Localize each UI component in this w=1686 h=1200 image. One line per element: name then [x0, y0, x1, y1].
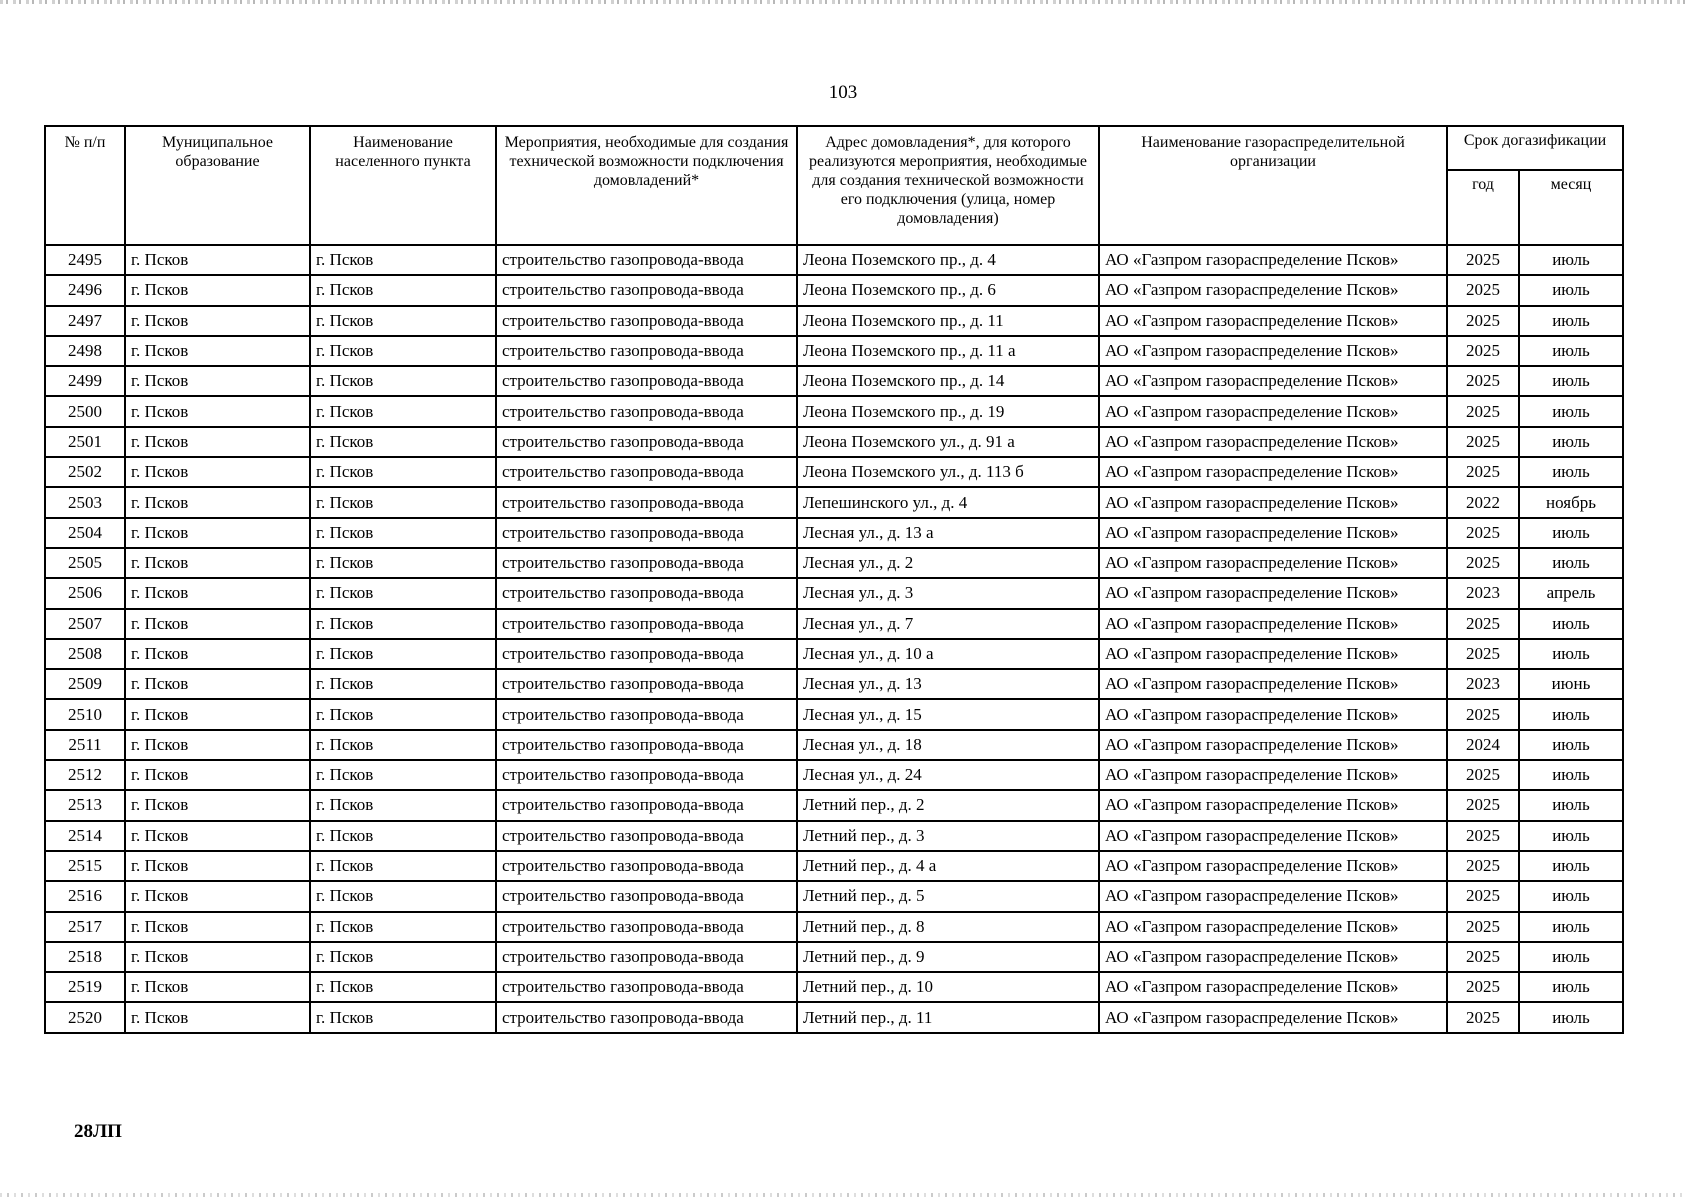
cell-address: Летний пер., д. 3 [797, 821, 1099, 851]
cell-measure: строительство газопровода-ввода [496, 396, 797, 426]
cell-municipality: г. Псков [125, 245, 310, 275]
cell-num: 2513 [45, 790, 125, 820]
cell-municipality: г. Псков [125, 730, 310, 760]
cell-year: 2025 [1447, 1002, 1519, 1032]
cell-month: июль [1519, 881, 1623, 911]
cell-measure: строительство газопровода-ввода [496, 730, 797, 760]
cell-year: 2025 [1447, 760, 1519, 790]
cell-municipality: г. Псков [125, 821, 310, 851]
cell-year: 2025 [1447, 245, 1519, 275]
cell-measure: строительство газопровода-ввода [496, 518, 797, 548]
table-row [45, 730, 1623, 760]
cell-num: 2505 [45, 548, 125, 578]
cell-address: Лесная ул., д. 2 [797, 548, 1099, 578]
cell-gas-org: АО «Газпром газораспределение Псков» [1099, 366, 1447, 396]
cell-address: Летний пер., д. 10 [797, 972, 1099, 1002]
cell-gas-org: АО «Газпром газораспределение Псков» [1099, 851, 1447, 881]
table-row [45, 912, 1623, 942]
cell-municipality: г. Псков [125, 1002, 310, 1032]
cell-municipality: г. Псков [125, 578, 310, 608]
cell-measure: строительство газопровода-ввода [496, 366, 797, 396]
cell-address: Лепешинского ул., д. 4 [797, 487, 1099, 517]
cell-settlement: г. Псков [310, 578, 496, 608]
cell-num: 2508 [45, 639, 125, 669]
cell-year: 2025 [1447, 912, 1519, 942]
table-row [45, 306, 1623, 336]
cell-address: Летний пер., д. 2 [797, 790, 1099, 820]
cell-municipality: г. Псков [125, 306, 310, 336]
cell-month: июль [1519, 245, 1623, 275]
cell-gas-org: АО «Газпром газораспределение Псков» [1099, 760, 1447, 790]
cell-address: Лесная ул., д. 18 [797, 730, 1099, 760]
cell-municipality: г. Псков [125, 548, 310, 578]
cell-gas-org: АО «Газпром газораспределение Псков» [1099, 821, 1447, 851]
cell-num: 2518 [45, 942, 125, 972]
cell-year: 2025 [1447, 699, 1519, 729]
table-row [45, 699, 1623, 729]
cell-settlement: г. Псков [310, 487, 496, 517]
table-row [45, 457, 1623, 487]
cell-address: Летний пер., д. 5 [797, 881, 1099, 911]
cell-settlement: г. Псков [310, 396, 496, 426]
cell-address: Леона Поземского ул., д. 113 б [797, 457, 1099, 487]
table-row [45, 639, 1623, 669]
cell-address: Летний пер., д. 11 [797, 1002, 1099, 1032]
cell-settlement: г. Псков [310, 972, 496, 1002]
cell-gas-org: АО «Газпром газораспределение Псков» [1099, 427, 1447, 457]
cell-gas-org: АО «Газпром газораспределение Псков» [1099, 912, 1447, 942]
cell-gas-org: АО «Газпром газораспределение Псков» [1099, 881, 1447, 911]
cell-month: июль [1519, 457, 1623, 487]
cell-municipality: г. Псков [125, 518, 310, 548]
table-row [45, 518, 1623, 548]
footer-code: 28ЛП [74, 1121, 122, 1142]
cell-measure: строительство газопровода-ввода [496, 1002, 797, 1032]
cell-municipality: г. Псков [125, 699, 310, 729]
cell-settlement: г. Псков [310, 851, 496, 881]
cell-settlement: г. Псков [310, 881, 496, 911]
cell-year: 2025 [1447, 396, 1519, 426]
cell-gas-org: АО «Газпром газораспределение Псков» [1099, 578, 1447, 608]
cell-settlement: г. Псков [310, 245, 496, 275]
cell-gas-org: АО «Газпром газораспределение Псков» [1099, 609, 1447, 639]
cell-measure: строительство газопровода-ввода [496, 457, 797, 487]
cell-month: апрель [1519, 578, 1623, 608]
cell-settlement: г. Псков [310, 306, 496, 336]
cell-settlement: г. Псков [310, 760, 496, 790]
cell-year: 2025 [1447, 609, 1519, 639]
cell-address: Леона Поземского пр., д. 4 [797, 245, 1099, 275]
cell-municipality: г. Псков [125, 427, 310, 457]
cell-num: 2510 [45, 699, 125, 729]
cell-year: 2025 [1447, 457, 1519, 487]
cell-municipality: г. Псков [125, 760, 310, 790]
cell-municipality: г. Псков [125, 639, 310, 669]
header-num: № п/п [45, 126, 125, 245]
cell-address: Лесная ул., д. 24 [797, 760, 1099, 790]
cell-gas-org: АО «Газпром газораспределение Псков» [1099, 730, 1447, 760]
cell-settlement: г. Псков [310, 942, 496, 972]
cell-month: июль [1519, 821, 1623, 851]
header-address: Адрес домовладения*, для которого реализуются мероприятия, необходимые для создания технической возможности его подключения (улица, номер домовладения) [797, 126, 1099, 245]
cell-settlement: г. Псков [310, 790, 496, 820]
cell-gas-org: АО «Газпром газораспределение Псков» [1099, 942, 1447, 972]
cell-address: Лесная ул., д. 10 а [797, 639, 1099, 669]
cell-gas-org: АО «Газпром газораспределение Псков» [1099, 245, 1447, 275]
cell-year: 2025 [1447, 851, 1519, 881]
cell-num: 2497 [45, 306, 125, 336]
cell-municipality: г. Псков [125, 336, 310, 366]
cell-measure: строительство газопровода-ввода [496, 942, 797, 972]
cell-year: 2025 [1447, 548, 1519, 578]
cell-settlement: г. Псков [310, 366, 496, 396]
cell-gas-org: АО «Газпром газораспределение Псков» [1099, 306, 1447, 336]
cell-settlement: г. Псков [310, 1002, 496, 1032]
cell-num: 2512 [45, 760, 125, 790]
cell-num: 2511 [45, 730, 125, 760]
cell-month: июль [1519, 730, 1623, 760]
cell-settlement: г. Псков [310, 336, 496, 366]
cell-num: 2515 [45, 851, 125, 881]
cell-measure: строительство газопровода-ввода [496, 881, 797, 911]
cell-year: 2023 [1447, 578, 1519, 608]
table-row [45, 760, 1623, 790]
table-row [45, 669, 1623, 699]
cell-month: июль [1519, 790, 1623, 820]
cell-year: 2025 [1447, 881, 1519, 911]
cell-settlement: г. Псков [310, 427, 496, 457]
cell-month: июль [1519, 336, 1623, 366]
cell-year: 2025 [1447, 942, 1519, 972]
cell-measure: строительство газопровода-ввода [496, 578, 797, 608]
cell-address: Леона Поземского пр., д. 11 а [797, 336, 1099, 366]
cell-address: Леона Поземского пр., д. 19 [797, 396, 1099, 426]
cell-month: июль [1519, 699, 1623, 729]
header-month: месяц [1519, 170, 1623, 245]
cell-measure: строительство газопровода-ввода [496, 760, 797, 790]
cell-municipality: г. Псков [125, 366, 310, 396]
cell-month: июнь [1519, 669, 1623, 699]
header-settlement: Наименование населенного пункта [310, 126, 496, 245]
cell-municipality: г. Псков [125, 457, 310, 487]
table-row [45, 609, 1623, 639]
table-row [45, 548, 1623, 578]
cell-measure: строительство газопровода-ввода [496, 851, 797, 881]
cell-municipality: г. Псков [125, 881, 310, 911]
table-row [45, 487, 1623, 517]
cell-num: 2498 [45, 336, 125, 366]
cell-measure: строительство газопровода-ввода [496, 275, 797, 305]
cell-num: 2520 [45, 1002, 125, 1032]
cell-municipality: г. Псков [125, 275, 310, 305]
cell-gas-org: АО «Газпром газораспределение Псков» [1099, 1002, 1447, 1032]
cell-municipality: г. Псков [125, 487, 310, 517]
cell-settlement: г. Псков [310, 912, 496, 942]
cell-settlement: г. Псков [310, 548, 496, 578]
cell-measure: строительство газопровода-ввода [496, 487, 797, 517]
cell-settlement: г. Псков [310, 609, 496, 639]
cell-num: 2506 [45, 578, 125, 608]
cell-address: Лесная ул., д. 13 а [797, 518, 1099, 548]
cell-month: июль [1519, 518, 1623, 548]
scan-edge-bottom [0, 1193, 1686, 1197]
cell-settlement: г. Псков [310, 699, 496, 729]
cell-municipality: г. Псков [125, 912, 310, 942]
cell-year: 2024 [1447, 730, 1519, 760]
cell-gas-org: АО «Газпром газораспределение Псков» [1099, 487, 1447, 517]
cell-num: 2503 [45, 487, 125, 517]
cell-year: 2025 [1447, 790, 1519, 820]
cell-num: 2509 [45, 669, 125, 699]
cell-address: Леона Поземского пр., д. 11 [797, 306, 1099, 336]
cell-municipality: г. Псков [125, 851, 310, 881]
cell-year: 2025 [1447, 306, 1519, 336]
cell-measure: строительство газопровода-ввода [496, 427, 797, 457]
cell-address: Леона Поземского ул., д. 91 а [797, 427, 1099, 457]
cell-measure: строительство газопровода-ввода [496, 306, 797, 336]
table-row [45, 245, 1623, 275]
cell-address: Лесная ул., д. 3 [797, 578, 1099, 608]
header-year: год [1447, 170, 1519, 245]
cell-measure: строительство газопровода-ввода [496, 639, 797, 669]
cell-address: Леона Поземского пр., д. 14 [797, 366, 1099, 396]
cell-measure: строительство газопровода-ввода [496, 821, 797, 851]
cell-month: ноябрь [1519, 487, 1623, 517]
cell-address: Летний пер., д. 9 [797, 942, 1099, 972]
cell-year: 2025 [1447, 639, 1519, 669]
cell-num: 2514 [45, 821, 125, 851]
cell-address: Летний пер., д. 8 [797, 912, 1099, 942]
cell-year: 2025 [1447, 518, 1519, 548]
cell-settlement: г. Псков [310, 457, 496, 487]
cell-month: июль [1519, 1002, 1623, 1032]
cell-gas-org: АО «Газпром газораспределение Псков» [1099, 790, 1447, 820]
cell-num: 2519 [45, 972, 125, 1002]
cell-num: 2495 [45, 245, 125, 275]
cell-municipality: г. Псков [125, 790, 310, 820]
cell-measure: строительство газопровода-ввода [496, 912, 797, 942]
cell-year: 2025 [1447, 972, 1519, 1002]
table-row [45, 396, 1623, 426]
cell-year: 2025 [1447, 366, 1519, 396]
header-municipality: Муниципальное образование [125, 126, 310, 245]
cell-settlement: г. Псков [310, 669, 496, 699]
cell-measure: строительство газопровода-ввода [496, 548, 797, 578]
cell-settlement: г. Псков [310, 518, 496, 548]
cell-settlement: г. Псков [310, 275, 496, 305]
table-row [45, 1002, 1623, 1032]
cell-num: 2517 [45, 912, 125, 942]
cell-num: 2507 [45, 609, 125, 639]
cell-gas-org: АО «Газпром газораспределение Псков» [1099, 699, 1447, 729]
cell-month: июль [1519, 760, 1623, 790]
cell-gas-org: АО «Газпром газораспределение Псков» [1099, 639, 1447, 669]
cell-year: 2025 [1447, 821, 1519, 851]
header-term: Срок догазификации [1447, 126, 1623, 170]
cell-settlement: г. Псков [310, 730, 496, 760]
cell-gas-org: АО «Газпром газораспределение Псков» [1099, 669, 1447, 699]
header-gas-org: Наименование газораспределительной организации [1099, 126, 1447, 245]
table-row [45, 336, 1623, 366]
cell-settlement: г. Псков [310, 821, 496, 851]
cell-address: Лесная ул., д. 13 [797, 669, 1099, 699]
gasification-table [44, 125, 1624, 1034]
cell-month: июль [1519, 548, 1623, 578]
cell-year: 2025 [1447, 275, 1519, 305]
cell-month: июль [1519, 275, 1623, 305]
cell-month: июль [1519, 427, 1623, 457]
table-row [45, 821, 1623, 851]
cell-municipality: г. Псков [125, 942, 310, 972]
cell-num: 2516 [45, 881, 125, 911]
cell-measure: строительство газопровода-ввода [496, 669, 797, 699]
cell-address: Леона Поземского пр., д. 6 [797, 275, 1099, 305]
cell-measure: строительство газопровода-ввода [496, 790, 797, 820]
cell-month: июль [1519, 396, 1623, 426]
header-measures: Мероприятия, необходимые для создания технической возможности подключения домовладений* [496, 126, 797, 245]
cell-month: июль [1519, 972, 1623, 1002]
cell-measure: строительство газопровода-ввода [496, 245, 797, 275]
cell-gas-org: АО «Газпром газораспределение Псков» [1099, 336, 1447, 366]
cell-municipality: г. Псков [125, 669, 310, 699]
cell-num: 2499 [45, 366, 125, 396]
cell-month: июль [1519, 366, 1623, 396]
cell-gas-org: АО «Газпром газораспределение Псков» [1099, 396, 1447, 426]
cell-measure: строительство газопровода-ввода [496, 972, 797, 1002]
cell-month: июль [1519, 609, 1623, 639]
cell-gas-org: АО «Газпром газораспределение Псков» [1099, 972, 1447, 1002]
table-row [45, 851, 1623, 881]
cell-num: 2501 [45, 427, 125, 457]
cell-measure: строительство газопровода-ввода [496, 609, 797, 639]
cell-gas-org: АО «Газпром газораспределение Псков» [1099, 548, 1447, 578]
table-row [45, 427, 1623, 457]
page-number: 103 [828, 82, 858, 103]
cell-year: 2022 [1447, 487, 1519, 517]
cell-year: 2025 [1447, 427, 1519, 457]
cell-gas-org: АО «Газпром газораспределение Псков» [1099, 275, 1447, 305]
cell-municipality: г. Псков [125, 972, 310, 1002]
cell-num: 2502 [45, 457, 125, 487]
cell-num: 2496 [45, 275, 125, 305]
cell-month: июль [1519, 306, 1623, 336]
cell-year: 2023 [1447, 669, 1519, 699]
cell-address: Лесная ул., д. 7 [797, 609, 1099, 639]
cell-month: июль [1519, 912, 1623, 942]
cell-gas-org: АО «Газпром газораспределение Псков» [1099, 457, 1447, 487]
cell-settlement: г. Псков [310, 639, 496, 669]
cell-gas-org: АО «Газпром газораспределение Псков» [1099, 518, 1447, 548]
table-row [45, 972, 1623, 1002]
table-row [45, 366, 1623, 396]
cell-month: июль [1519, 942, 1623, 972]
cell-num: 2504 [45, 518, 125, 548]
cell-municipality: г. Псков [125, 396, 310, 426]
table-row [45, 578, 1623, 608]
cell-year: 2025 [1447, 336, 1519, 366]
cell-address: Летний пер., д. 4 а [797, 851, 1099, 881]
table-row [45, 790, 1623, 820]
table-row [45, 942, 1623, 972]
cell-num: 2500 [45, 396, 125, 426]
cell-month: июль [1519, 639, 1623, 669]
table-body [45, 245, 1623, 1033]
scan-edge-top [0, 0, 1686, 4]
cell-address: Лесная ул., д. 15 [797, 699, 1099, 729]
table-header-row [45, 126, 1623, 170]
cell-measure: строительство газопровода-ввода [496, 699, 797, 729]
cell-municipality: г. Псков [125, 609, 310, 639]
cell-month: июль [1519, 851, 1623, 881]
cell-measure: строительство газопровода-ввода [496, 336, 797, 366]
table-row [45, 881, 1623, 911]
table-row [45, 275, 1623, 305]
